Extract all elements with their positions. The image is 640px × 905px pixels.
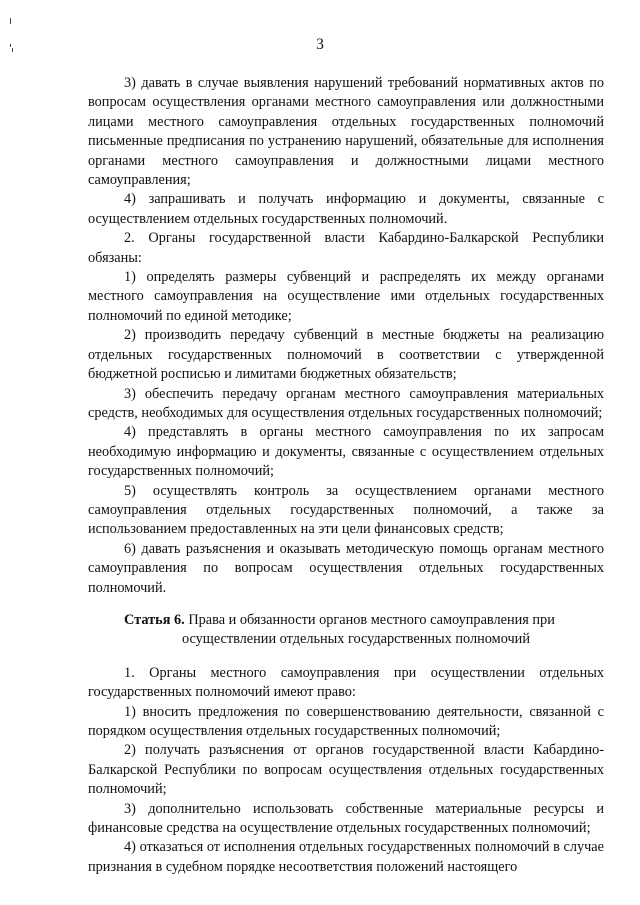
article-title-line2: осуществлении отдельных государственных полномочий xyxy=(182,631,530,648)
article-label: Статья 6. xyxy=(124,611,185,628)
page-number: 3 xyxy=(316,36,324,53)
paragraph: 3) обеспечить передачу органам местного самоуправления материальных средств, необходимых для осуществления отдельных государственных полномочий; xyxy=(88,385,604,421)
document-body xyxy=(88,74,604,877)
scan-mark xyxy=(10,18,11,24)
article-title-line1: Права и обязанности органов местного самоуправления при xyxy=(188,611,555,628)
paragraph: 1) определять размеры субвенций и распределять их между органами местного самоуправления на осуществление ими отдельных государственных полномочий по единой методике; xyxy=(88,269,604,324)
paragraph: 2) производить передачу субвенций в местные бюджеты на реализацию отдельных государственных полномочий в соответствии с утвержденной бюджетной росписью и лимитами бюджетных обязательств; xyxy=(88,327,604,383)
paragraph: 2. Органы государственной власти Кабардино-Балкарской Республики обязаны: xyxy=(88,230,604,266)
paragraph: 4) запрашивать и получать информацию и документы, связанные с осуществлением отдельных государственных полномочий. xyxy=(88,191,604,227)
paragraph: 6) давать разъяснения и оказывать методическую помощь органам местного самоуправления по вопросам осуществления отдельных государственных полномочий. xyxy=(88,540,604,596)
paragraph: 3) давать в случае выявления нарушений требований нормативных актов по вопросам осуществления органами местного самоуправления или должностными лицами местного самоуправления отдельных государственных полномочий письменные предписания по устранению нарушений, обязательные для исполнения органами местного самоуправления и должностными лицами местного самоуправления; xyxy=(88,75,604,189)
paragraph: 1) вносить предложения по совершенствованию деятельности, связанной с порядком осуществления отдельных государственных полномочий; xyxy=(88,703,604,739)
paragraph: 3) дополнительно использовать собственные материальные ресурсы и финансовые средства на осуществление отдельных государственных полномочий; xyxy=(88,800,604,837)
paragraph: 4) отказаться от исполнения отдельных государственных полномочий в случае признания в судебном порядке несоответствия положений настоящего xyxy=(88,839,604,875)
article-heading xyxy=(88,611,604,650)
paragraph: 5) осуществлять контроль за осуществлением органами местного самоуправления отдельных государственных полномочий, а также за использованием предоставленных на эти цели финансовых средств; xyxy=(88,482,604,538)
paragraph: 1. Органы местного самоуправления при осуществлении отдельных государственных полномочий имеют право: xyxy=(88,664,604,701)
paragraph: 2) получать разъяснения от органов государственной власти Кабардино-Балкарской Республики по вопросам осуществления отдельных государственных полномочий; xyxy=(88,742,604,798)
paragraph: 4) представлять в органы местного самоуправления по их запросам необходимую информацию и документы, связанные с осуществлением отдельных государственных полномочий; xyxy=(88,424,604,480)
